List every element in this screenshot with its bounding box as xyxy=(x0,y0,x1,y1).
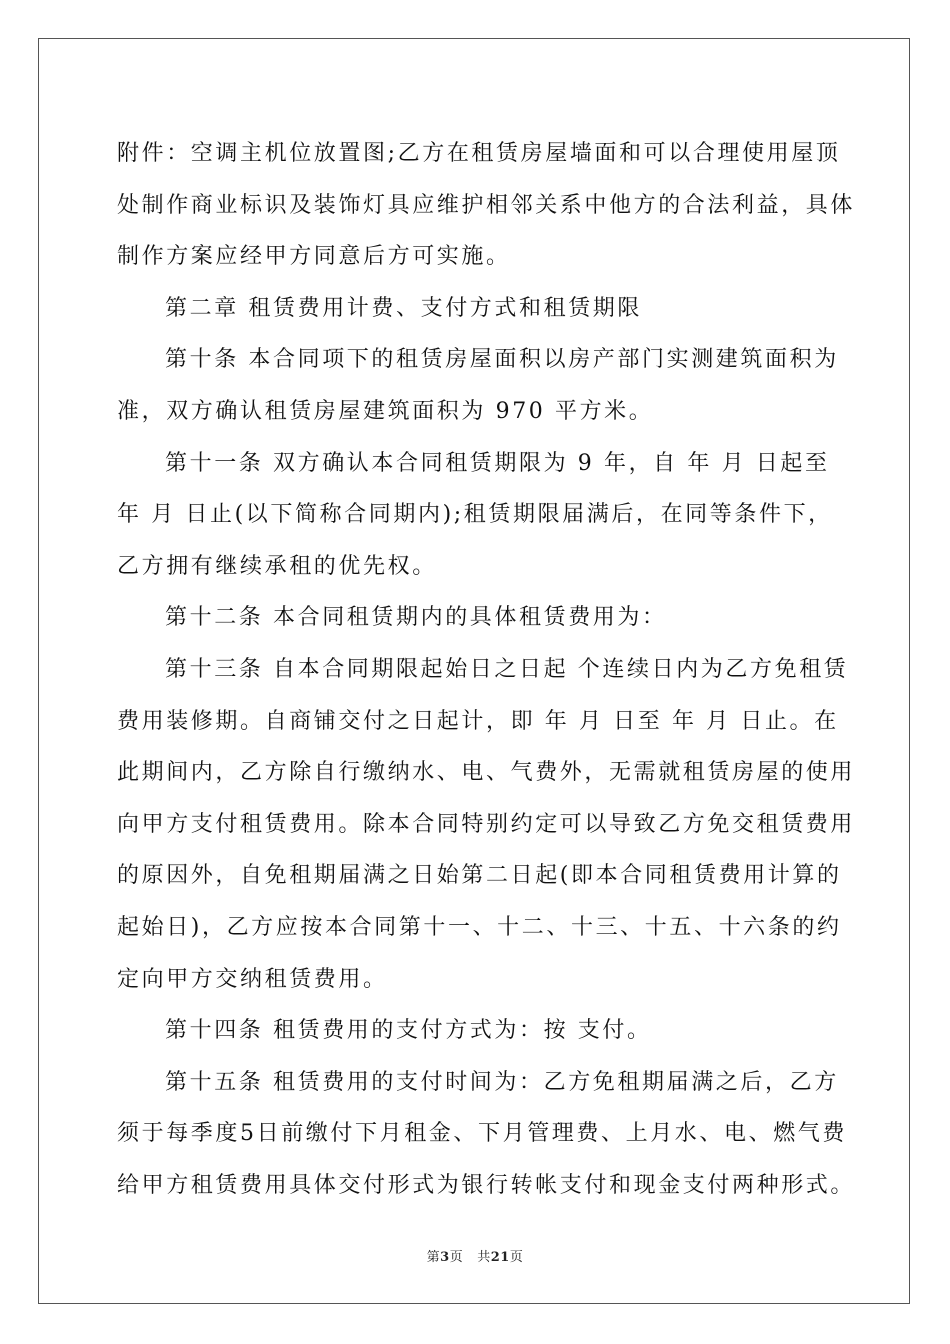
text-line: 起始日)，乙方应按本合同第十一、十二、十三、十五、十六条的约 xyxy=(117,914,842,940)
article-12: 第十二条 本合同租赁期内的具体租赁费用为： xyxy=(165,605,667,631)
text-line: 的原因外，自免租期届满之日始第二日起(即本合同租赁费用计算的 xyxy=(117,863,842,889)
text-line: 费用装修期。自商铺交付之日起计，即 年 月 日至 年 月 日止。在 xyxy=(117,708,839,734)
text-line: 附件：空调主机位放置图;乙方在租赁房屋墙面和可以合理使用屋顶 xyxy=(117,141,841,166)
text-line: 向甲方支付租赁费用。除本合同特别约定可以导致乙方免交租赁费用 xyxy=(117,811,856,837)
text-line: 年 月 日止(以下简称合同期内);租赁期限届满后，在同等条件下， xyxy=(117,502,833,528)
footer-prefix: 第 xyxy=(426,1250,441,1265)
text-line: 准，双方确认租赁房屋建筑面积为 970 平方米。 xyxy=(117,398,654,424)
article-15: 第十五条 租赁费用的支付时间为：乙方免租期届满之后，乙方 xyxy=(165,1069,839,1095)
text-line: 制作方案应经甲方同意后方可实施。 xyxy=(117,244,511,270)
article-14: 第十四条 租赁费用的支付方式为：按 支付。 xyxy=(165,1018,652,1044)
total-pages-number: 21 xyxy=(490,1250,510,1265)
chapter-heading: 第二章 租赁费用计费、支付方式和租赁期限 xyxy=(165,295,642,321)
text-line: 定向甲方交纳租赁费用。 xyxy=(117,966,388,992)
article-11: 第十一条 双方确认本合同租赁期限为 9 年，自 年 月 日起至 xyxy=(165,450,830,476)
footer-total-unit: 页 xyxy=(509,1250,524,1265)
current-page-number: 3 xyxy=(440,1250,450,1265)
text-line: 须于每季度5日前缴付下月租金、下月管理费、上月水、电、燃气费 xyxy=(117,1121,847,1147)
text-line: 乙方拥有继续承租的优先权。 xyxy=(117,553,437,579)
text-line: 此期间内，乙方除自行缴纳水、电、气费外，无需就租赁房屋的使用 xyxy=(117,760,856,786)
text-line: 处制作商业标识及装饰灯具应维护相邻关系中他方的合法利益，具体 xyxy=(117,192,856,218)
text-line: 给甲方租赁费用具体交付形式为银行转帐支付和现金支付两种形式。 xyxy=(117,1172,856,1198)
article-10: 第十条 本合同项下的租赁房屋面积以房产部门实测建筑面积为 xyxy=(165,347,839,373)
page-footer xyxy=(0,1246,950,1265)
document-body xyxy=(117,128,856,1211)
article-13: 第十三条 自本合同期限起始日之日起 个连续日内为乙方免租赁 xyxy=(165,656,849,682)
footer-total-prefix: 共 xyxy=(477,1250,491,1265)
footer-page-unit: 页 xyxy=(449,1250,464,1265)
